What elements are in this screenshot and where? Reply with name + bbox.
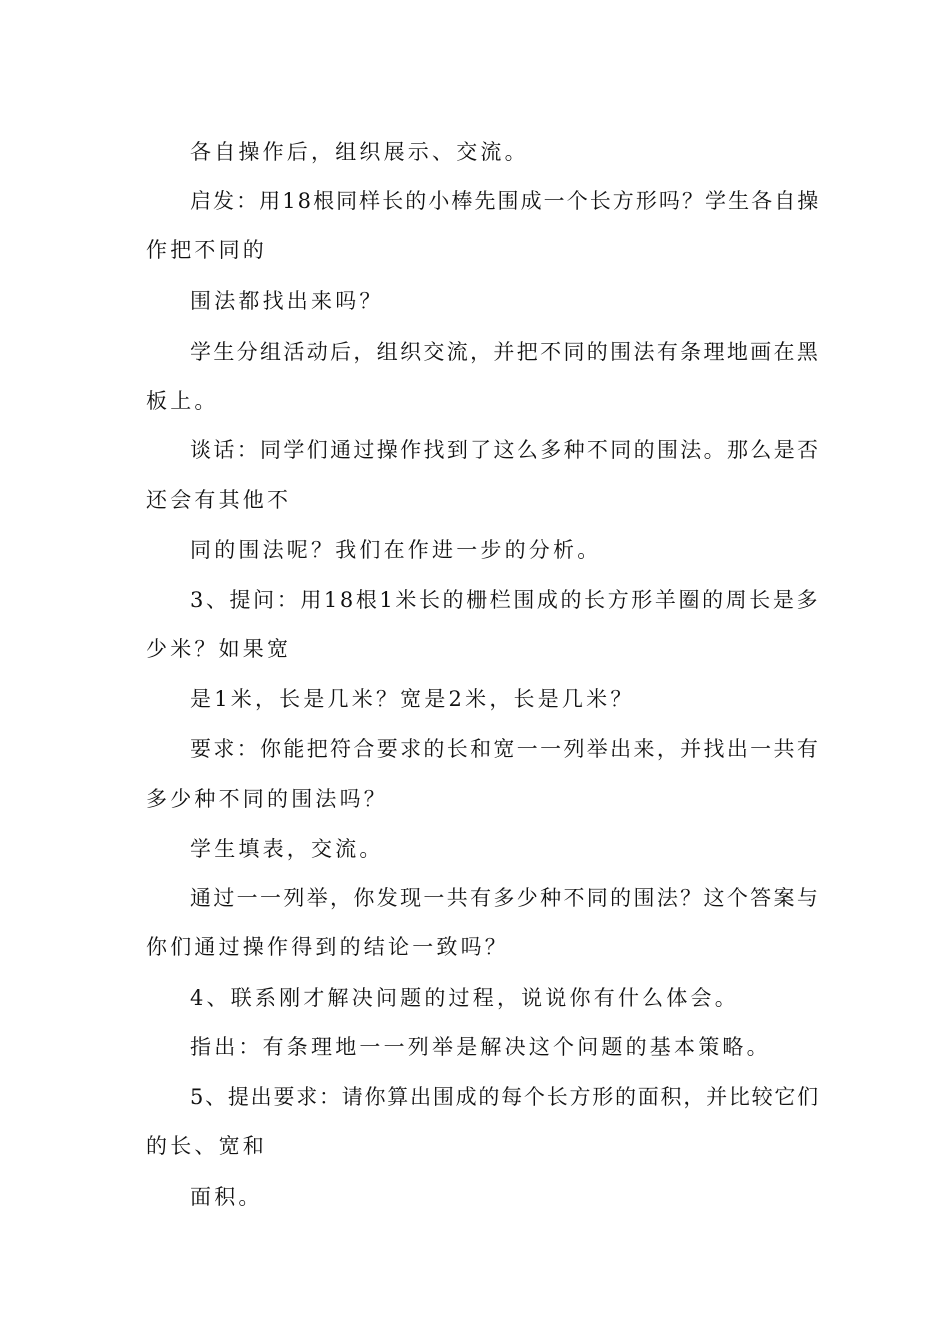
paragraph-line: 板上。 (146, 389, 219, 413)
paragraph-line: 面积。 (190, 1185, 263, 1209)
paragraph-line: 谈话：同学们通过操作找到了这么多种不同的围法。那么是否 (190, 438, 821, 462)
paragraph-line: 要求：你能把符合要求的长和宽一一列举出来，并找出一共有 (190, 737, 821, 761)
paragraph-line: 启发：用18根同样长的小棒先围成一个长方形吗？学生各自操 (190, 189, 821, 213)
paragraph-line: 还会有其他不 (146, 488, 292, 512)
paragraph-line: 3、提问：用18根1米长的栅栏围成的长方形羊圈的周长是多 (190, 588, 821, 612)
paragraph-line: 各自操作后，组织展示、交流。 (190, 140, 529, 164)
paragraph-line: 的长、宽和 (146, 1134, 267, 1158)
paragraph-line: 指出：有条理地一一列举是解决这个问题的基本策略。 (190, 1035, 771, 1059)
paragraph-line: 同的围法呢？我们在作进一步的分析。 (190, 538, 602, 562)
paragraph-line: 是1米，长是几米？宽是2米，长是几米？ (190, 687, 635, 711)
paragraph-line: 围法都找出来吗？ (190, 289, 384, 313)
paragraph-line: 5、提出要求：请你算出围成的每个长方形的面积，并比较它们 (190, 1085, 820, 1109)
paragraph-line: 学生填表，交流。 (190, 837, 384, 861)
paragraph-line: 作把不同的 (146, 238, 267, 262)
paragraph-line: 多少种不同的围法吗？ (146, 787, 388, 811)
paragraph-line: 少米？如果宽 (146, 637, 292, 661)
paragraph-line: 通过一一列举，你发现一共有多少种不同的围法？这个答案与 (190, 886, 821, 910)
paragraph-line: 你们通过操作得到的结论一致吗？ (146, 935, 509, 959)
paragraph-line: 学生分组活动后，组织交流，并把不同的围法有条理地画在黑 (190, 340, 821, 364)
paragraph-line: 4、联系刚才解决问题的过程，说说你有什么体会。 (190, 986, 739, 1010)
